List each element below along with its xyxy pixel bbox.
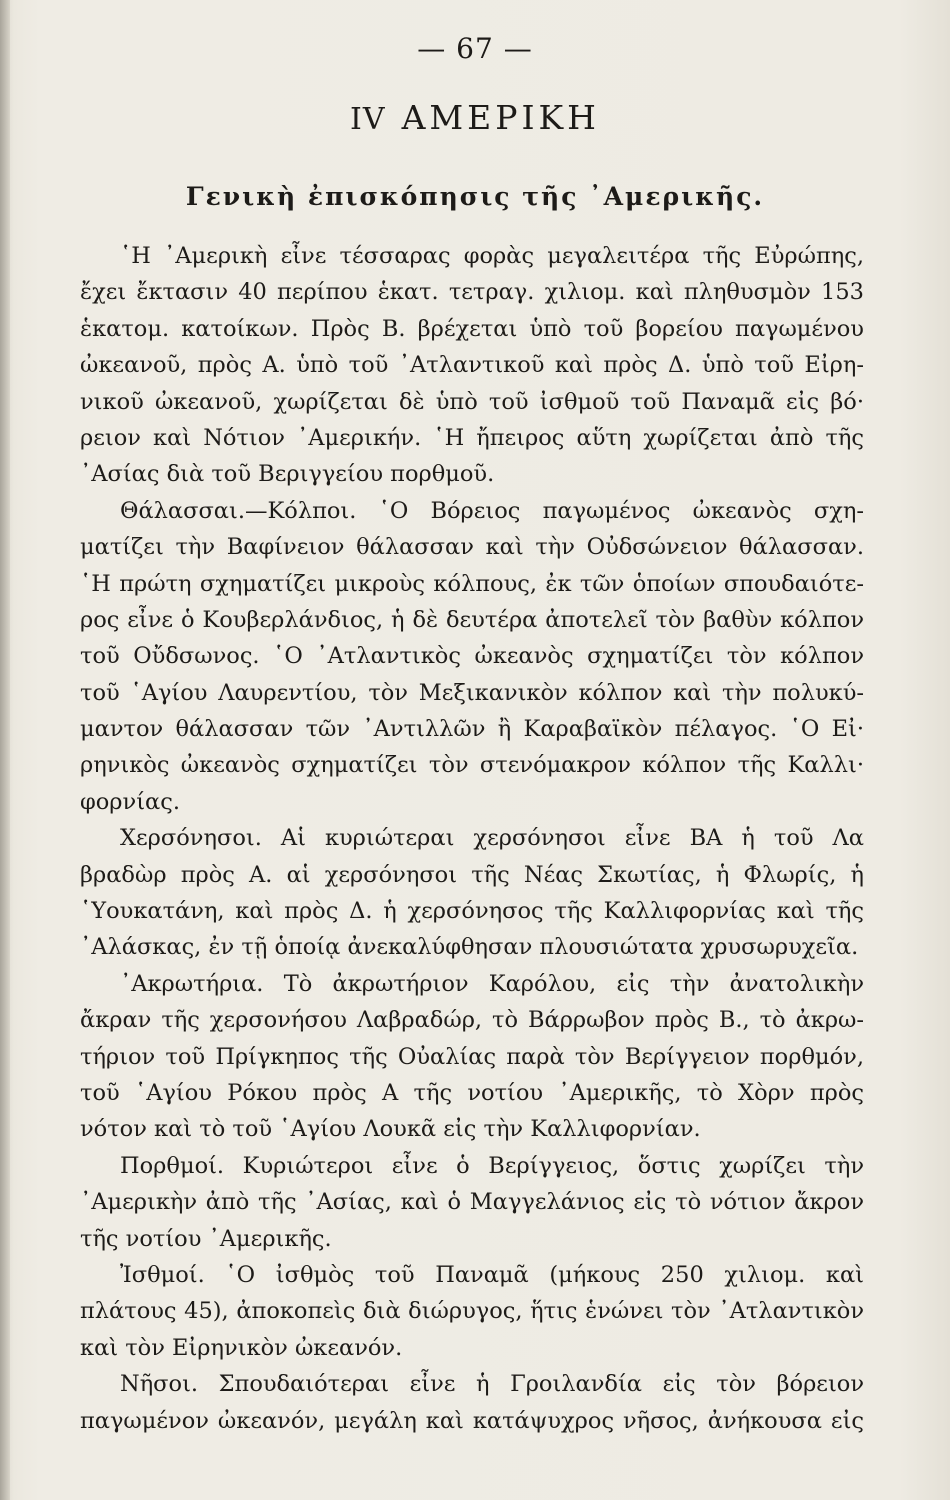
text-line: ὠκεανοῦ, πρὸς Α. ὑπὸ τοῦ ᾿Ατλαντικοῦ καὶ πρὸς Δ. ὑπὸ τοῦ Εἰρη- [80, 352, 864, 379]
text-line: Πορθμοί. Κυριώτεροι εἶνε ὁ Βερίγγειος, ὅστις χωρίζει τὴν [120, 1152, 864, 1179]
text-line: Χερσόνησοι. Αἱ κυριώτεραι χερσόνησοι εἶνε ΒΑ ἡ τοῦ Λα [120, 825, 864, 852]
text-line: ἑκατομ. κατοίκων. Πρὸς Β. βρέχεται ὑπὸ τοῦ βορείου παγωμένου [80, 315, 864, 342]
text-line: τοῦ ῾Αγίου Λαυρεντίου, τὸν Μεξικανικὸν κόλπον καὶ τὴν πολυκύ- [80, 679, 864, 706]
text-line: νότον καὶ τὸ τοῦ ῾Αγίου Λουκᾶ εἰς τὴν Καλλιφορνίαν. [80, 1116, 701, 1143]
page-fold-shadow [0, 0, 10, 1500]
text-line: ῾Η πρώτη σχηματίζει μικροὺς κόλπους, ἐκ τῶν ὁποίων σπουδαιότε- [80, 570, 864, 597]
text-line: ρηνικὸς ὠκεανὸς σχηματίζει τὸν στενόμακρον κόλπον τῆς Καλλι· [80, 752, 864, 779]
text-line: νικοῦ ὠκεανοῦ, χωρίζεται δὲ ὑπὸ τοῦ ἰσθμοῦ τοῦ Παναμᾶ εἰς βό· [80, 388, 864, 415]
text-line: καὶ τὸν Εἰρηνικὸν ὠκεανόν. [80, 1334, 403, 1361]
text-line: ᾿Ασίας διὰ τοῦ Βεριγγείου πορθμοῦ. [80, 461, 495, 488]
text-line: ᾿Ακρωτήρια. Τὸ ἀκρωτήριον Καρόλου, εἰς τὴν ἀνατολικὴν [120, 970, 864, 997]
text-line: ῾Υουκατάνη, καὶ πρὸς Δ. ἡ χερσόνησος τῆς Καλλιφορνίας καὶ τῆς [80, 898, 864, 925]
body-text [80, 238, 864, 1439]
text-line: Νῆσοι. Σπουδαιότεραι εἶνε ἡ Γροιλανδία εἰς τὸν βόρειον [120, 1371, 864, 1398]
text-line: παγωμένον ὠκεανόν, μεγάλη καὶ κατάψυχρος νῆσος, ἀνήκουσα εἰς [80, 1407, 864, 1434]
text-line: ᾿Αμερικὴν ἀπὸ τῆς ᾿Ασίας, καὶ ὁ Μαγγελάνιος εἰς τὸ νότιον ἄκρον [80, 1189, 864, 1216]
text-line: βραδὼρ πρὸς Α. αἱ χερσόνησοι τῆς Νέας Σκωτίας, ἡ Φλωρίς, ἡ [80, 861, 864, 888]
text-line: ρος εἶνε ὁ Κουβερλάνδιος, ἡ δὲ δευτέρα ἀποτελεῖ τὸν βαθὺν κόλπον [80, 606, 864, 633]
text-line: ἔχει ἔκτασιν 40 περίπου ἑκατ. τετραγ. χιλιομ. καὶ πληθυσμὸν 153 [80, 279, 864, 306]
text-line: φορνίας. [80, 788, 180, 815]
text-line: τοῦ Οὔδσωνος. ῾Ο ᾿Ατλαντικὸς ὠκεανὸς σχηματίζει τὸν κόλπον [80, 643, 864, 670]
chapter-name: ΑΜΕΡΙΚΗ [401, 98, 600, 137]
text-line: τήριον τοῦ Πρίγκηπος τῆς Οὐαλίας παρὰ τὸν Βερίγγειον πορθμόν, [80, 1043, 864, 1070]
chapter-title [0, 98, 950, 137]
text-line: ᾿Αλάσκας, ἐν τῇ ὁποίᾳ ἀνεκαλύφθησαν πλουσιώτατα χρυσωρυχεῖα. [80, 934, 859, 961]
text-line: ἄκραν τῆς χερσονήσου Λαβραδώρ, τὸ Βάρρωβον πρὸς Β., τὸ ἀκρω- [80, 1007, 864, 1034]
section-heading: Γενικὴ ἐπισκόπησις τῆς ᾿Αμερικῆς. [185, 182, 765, 211]
text-line: Θάλασσαι.—Κόλποι. ῾Ο Βόρειος παγωμένος ὠκεανὸς σχη- [120, 497, 864, 524]
text-line: ῾Η ᾿Αμερικὴ εἶνε τέσσαρας φορὰς μεγαλειτέρα τῆς Εὐρώπης, [120, 243, 864, 269]
text-line: τοῦ ῾Αγίου Ρόκου πρὸς Α τῆς νοτίου ᾿Αμερικῆς, τὸ Χὸρν πρὸς [80, 1079, 864, 1106]
text-line: Ἰσθμοί. ῾Ο ἰσθμὸς τοῦ Παναμᾶ (μήκους 250 χιλιομ. καὶ [120, 1261, 864, 1288]
text-line: μαντον θάλασσαν τῶν ᾿Αντιλλῶν ἢ Καραβαϊκὸν πέλαγος. ῾Ο Εἰ· [80, 716, 864, 743]
text-line: τῆς νοτίου ᾿Αμερικῆς. [80, 1225, 332, 1252]
page-number: — 67 — [417, 32, 533, 65]
text-line: ματίζει τὴν Βαφίνειον θάλασσαν καὶ τὴν Οὐδσώνειον θάλασσαν. [80, 534, 864, 561]
text-line: ρειον καὶ Νότιον ᾿Αμερικήν. ῾Η ἤπειρος αὕτη χωρίζεται ἀπὸ τῆς [80, 424, 864, 451]
text-line: πλάτους 45), ἀποκοπεὶς διὰ διώρυγος, ἥτις ἑνώνει τὸν ᾿Ατλαντικὸν [80, 1298, 864, 1325]
chapter-numeral: IV [350, 102, 386, 137]
